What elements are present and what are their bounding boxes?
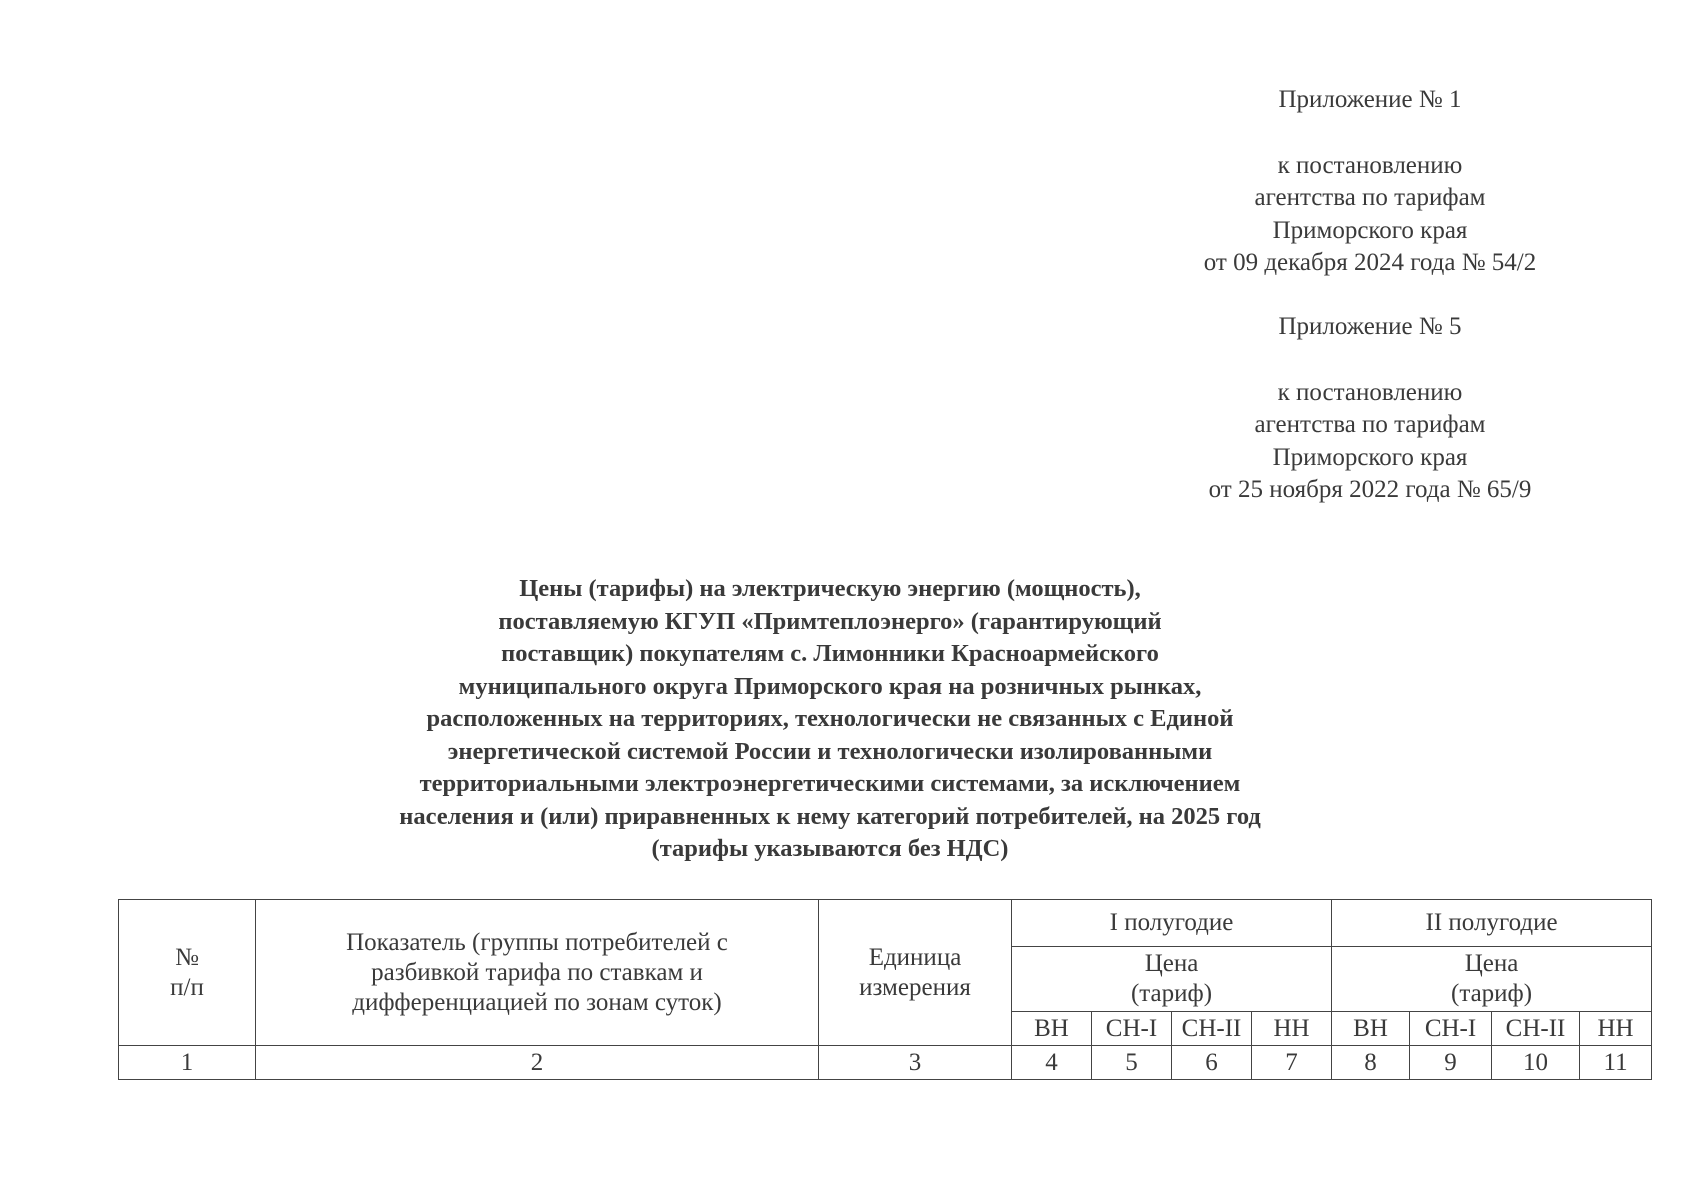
header-voltage-level: СН-I <box>1092 1012 1172 1046</box>
column-number: 5 <box>1092 1046 1172 1080</box>
column-number: 3 <box>819 1046 1012 1080</box>
column-number: 9 <box>1410 1046 1492 1080</box>
document-title-line: поставщик) покупателям с. Лимонники Красноармейского <box>501 640 1159 667</box>
column-number: 8 <box>1332 1046 1410 1080</box>
column-number-row <box>119 1046 1652 1080</box>
header-price-1: Цена (тариф) <box>1012 947 1332 1012</box>
appendix-1-block <box>1110 84 1630 280</box>
document-title-line: энергетической системой России и технологически изолированными <box>447 737 1213 765</box>
document-title-line: расположенных на территориях, технологически не связанных с Единой <box>426 705 1234 732</box>
column-number: 2 <box>256 1046 819 1080</box>
header-unit: Единица измерения <box>819 900 1012 1046</box>
appendix-5-line: от 25 ноября 2022 года № 65/9 <box>1208 476 1532 503</box>
column-number: 6 <box>1172 1046 1252 1080</box>
header-voltage-level: НН <box>1580 1012 1652 1046</box>
header-voltage-level: ВН <box>1332 1012 1410 1046</box>
appendix-5-block <box>1110 311 1630 507</box>
tariff-table <box>118 899 1652 1080</box>
document-title-line: территориальными электроэнергетическими системами, за исключением <box>419 770 1241 797</box>
header-voltage-level: СН-II <box>1492 1012 1580 1046</box>
appendix-5-title: Приложение № 5 <box>1278 313 1462 340</box>
document-title-line: поставляемую КГУП «Примтеплоэнерго» (гарантирующий <box>498 607 1162 635</box>
appendix-1-title: Приложение № 1 <box>1278 86 1462 113</box>
header-half-year-2: II полугодие <box>1332 900 1652 947</box>
header-indicator: Показатель (группы потребителей с разбивкой тарифа по ставкам и дифференциацией по зонам суток) <box>256 900 819 1046</box>
column-number: 4 <box>1012 1046 1092 1080</box>
header-voltage-level: НН <box>1252 1012 1332 1046</box>
column-number: 11 <box>1580 1046 1652 1080</box>
appendix-5-line: к постановлению <box>1277 378 1463 406</box>
column-number: 1 <box>119 1046 256 1080</box>
appendix-5-line: агентства по тарифам <box>1254 411 1486 438</box>
document-title-line: Цены (тарифы) на электрическую энергию (мощность), <box>519 575 1141 602</box>
document-title <box>290 573 1370 866</box>
header-voltage-level: СН-II <box>1172 1012 1252 1046</box>
column-number: 7 <box>1252 1046 1332 1080</box>
appendix-1-line: Приморского края <box>1272 216 1468 244</box>
header-voltage-level: СН-I <box>1410 1012 1492 1046</box>
appendix-1-line: к постановлению <box>1277 151 1463 179</box>
header-half-year-1: I полугодие <box>1012 900 1332 947</box>
table-header-row <box>119 900 1652 947</box>
document-title-line: (тарифы указываются без НДС) <box>651 835 1009 862</box>
header-price-2: Цена (тариф) <box>1332 947 1652 1012</box>
appendix-1-line: агентства по тарифам <box>1254 184 1486 211</box>
document-title-line: населения и (или) приравненных к нему категорий потребителей, на 2025 год <box>399 802 1261 830</box>
header-voltage-level: ВН <box>1012 1012 1092 1046</box>
document-title-line: муниципального округа Приморского края на розничных рынках, <box>458 672 1202 700</box>
header-number: № п/п <box>119 900 256 1046</box>
appendix-1-line: от 09 декабря 2024 года № 54/2 <box>1203 249 1537 276</box>
appendix-5-line: Приморского края <box>1272 443 1468 471</box>
column-number: 10 <box>1492 1046 1580 1080</box>
